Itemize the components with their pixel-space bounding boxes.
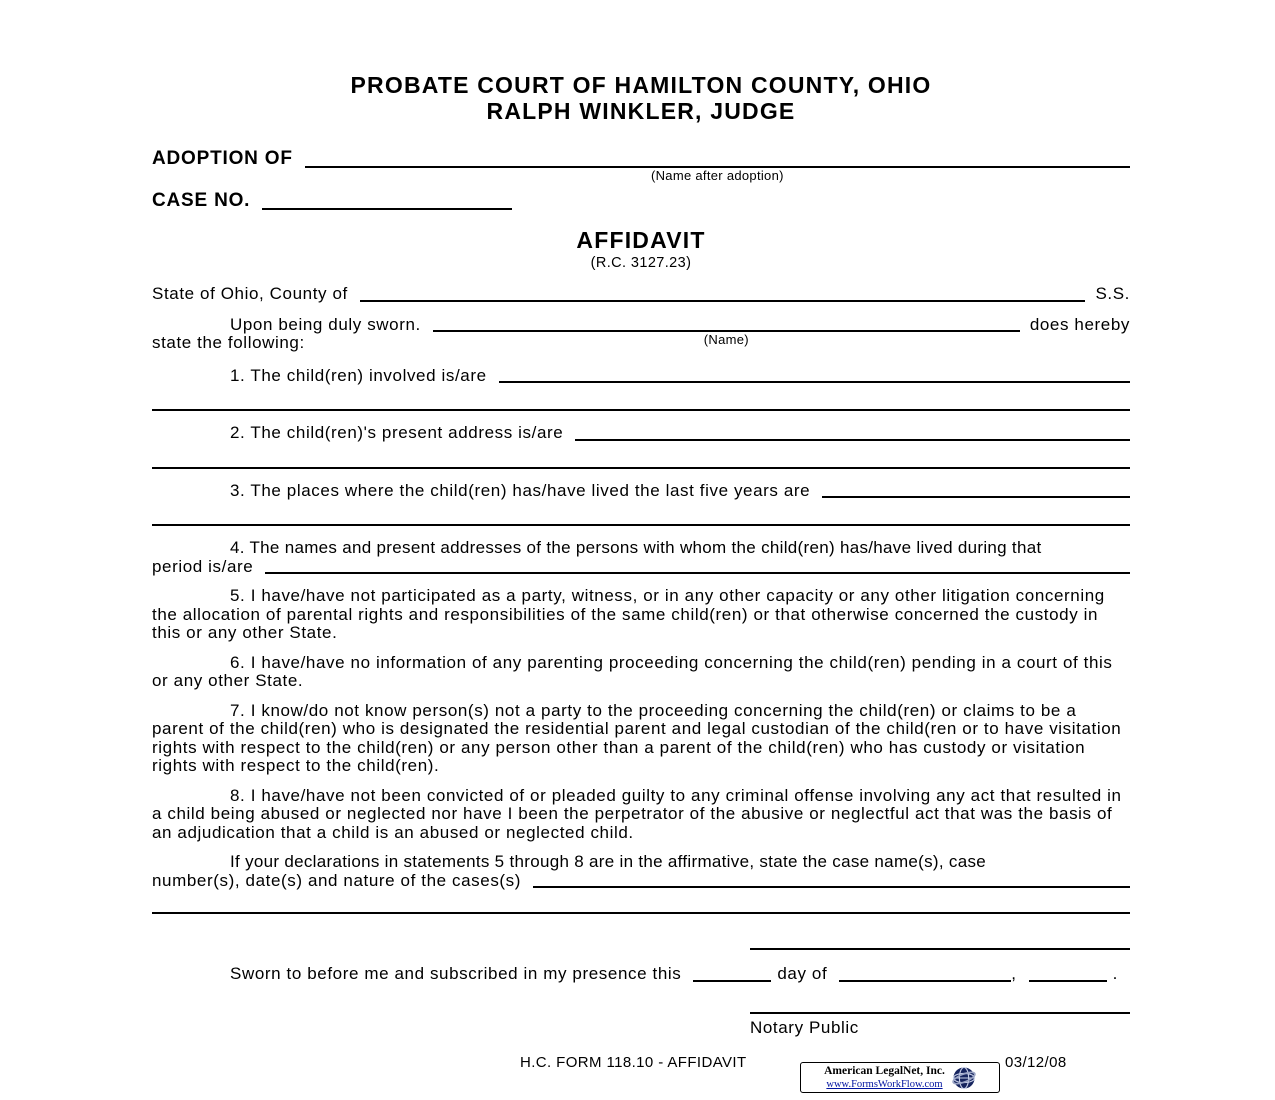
item-2-label: 2. The child(ren)'s present address is/are <box>230 423 564 442</box>
court-title: PROBATE COURT OF HAMILTON COUNTY, OHIO <box>350 72 932 98</box>
item-3-row <box>152 482 1130 501</box>
affidavit-title: AFFIDAVIT <box>576 227 706 253</box>
item-4 <box>152 539 1130 576</box>
item-4-text-line1: 4. The names and present addresses of the persons with whom the child(ren) has/have lived during that <box>230 538 1042 557</box>
statute-reference: (R.C. 3127.23) <box>590 255 692 271</box>
item-1-continuation-line[interactable] <box>152 409 1130 411</box>
adoption-name-blank[interactable] <box>305 165 1130 183</box>
day-of-label: day of <box>777 964 828 983</box>
item-3-label: 3. The places where the child(ren) has/have lived the last five years are <box>230 480 811 500</box>
notary-public-label: Notary Public <box>750 1017 859 1037</box>
item-4-line2-row <box>152 558 1130 577</box>
closing-blank[interactable] <box>533 885 1130 888</box>
closing-text-line1: If your declarations in statements 5 through 8 are in the affirmative, state the case name(s), case <box>230 852 987 871</box>
item-6-paragraph: 6. I have/have no information of any parenting proceeding concerning the child(ren) pending in a court of this or any other State. <box>152 652 1113 690</box>
jurat-period: . <box>1112 964 1118 983</box>
closing-declaration <box>152 853 1130 890</box>
jurat-month-blank[interactable] <box>839 979 1011 982</box>
jurat-day-blank[interactable] <box>693 979 771 982</box>
footer-date: 03/12/08 <box>1005 1054 1067 1071</box>
adoption-of-label: ADOPTION OF <box>152 148 293 169</box>
adoption-of-row <box>152 148 1130 183</box>
case-no-blank[interactable] <box>262 207 512 210</box>
closing-continuation-line[interactable] <box>152 912 1130 914</box>
jurat-comma: , <box>1011 964 1017 983</box>
item-3-continuation-line[interactable] <box>152 524 1130 526</box>
closing-text-line2: number(s), date(s) and nature of the cases(s) <box>152 870 522 890</box>
item-2-row <box>152 424 1130 443</box>
item-2-blank[interactable] <box>575 438 1130 441</box>
affiant-signature-line[interactable] <box>750 948 1130 950</box>
notary-signature-line[interactable] <box>750 1012 1130 1014</box>
item-3-blank[interactable] <box>822 495 1130 498</box>
logo-company-name: American LegalNet, Inc. <box>824 1064 945 1077</box>
notary-block <box>750 1012 1130 1038</box>
case-no-label: CASE NO. <box>152 190 251 211</box>
item-7-paragraph: 7. I know/do not know person(s) not a party to the proceeding concerning the child(ren) or claims to be a parent of the child(ren) who is designated the residential parent and legal custodian of the child(ren or to have visitation rights with respect to the child(ren) or any person other than a parent of the child(ren) who has custody or visitation rights with respect to the child(ren). <box>152 700 1122 775</box>
does-hereby-label: does hereby <box>1029 314 1130 334</box>
american-legalnet-logo <box>800 1062 1000 1093</box>
state-county-label: State of Ohio, County of <box>152 284 348 303</box>
county-blank[interactable] <box>360 299 1086 302</box>
state-county-row <box>152 285 1130 304</box>
item-5-paragraph: 5. I have/have not participated as a party, witness, or in any other capacity or any other litigation concerning the allocation of parental rights and responsibilities of the same child(ren) or that otherwise concerned the custody in this or any other State. <box>152 586 1105 642</box>
jurat-year-blank[interactable] <box>1029 979 1107 982</box>
item-1-row <box>152 367 1130 386</box>
sworn-intro-label: Upon being duly sworn. <box>230 314 421 334</box>
jurat-text: Sworn to before me and subscribed in my presence this <box>230 964 682 983</box>
item-4-text-line2: period is/are <box>152 556 254 576</box>
item-8-paragraph: 8. I have/have not been convicted of or pleaded guilty to any criminal offense involving any act that resulted in a child being abused or neglected nor have I been the perpetrator of the abusive or neglectful act that was the basis of an adjudication that a child is an abused or neglected child. <box>152 785 1122 842</box>
ss-label: S.S. <box>1095 284 1130 303</box>
logo-website-link[interactable]: www.FormsWorkFlow.com <box>826 1078 943 1090</box>
case-no-row <box>152 190 1130 212</box>
name-hint: (Name) <box>703 332 749 347</box>
affiant-name-blank[interactable] <box>433 329 1020 347</box>
logo-text-block <box>824 1065 945 1091</box>
jurat-row <box>152 965 1130 984</box>
item-4-blank[interactable] <box>265 571 1130 574</box>
globe-icon <box>952 1066 976 1090</box>
closing-line2-row <box>152 872 1130 891</box>
item-2-continuation-line[interactable] <box>152 467 1130 469</box>
item-1-blank[interactable] <box>499 380 1130 383</box>
court-header <box>152 72 1130 124</box>
name-after-adoption-hint: (Name after adoption) <box>650 168 784 183</box>
judge-line: RALPH WINKLER, JUDGE <box>486 98 796 124</box>
item-1-label: 1. The child(ren) involved is/are <box>230 365 487 385</box>
state-following-label: state the following: <box>152 333 305 352</box>
form-number: H.C. FORM 118.10 - AFFIDAVIT <box>520 1054 747 1071</box>
